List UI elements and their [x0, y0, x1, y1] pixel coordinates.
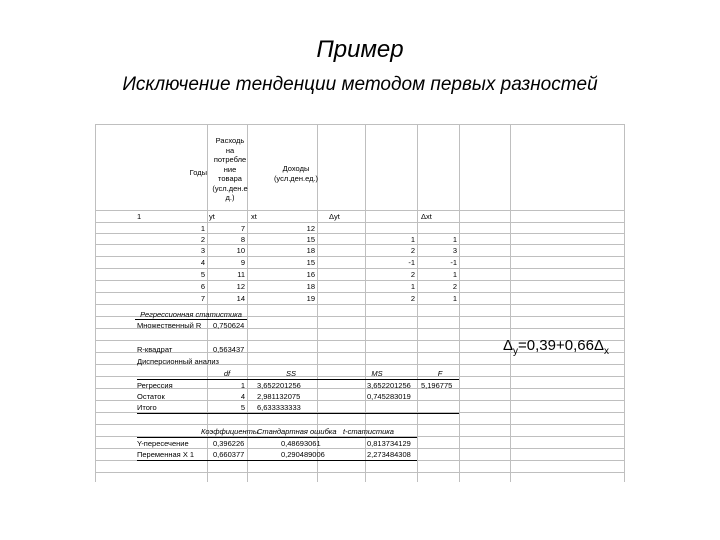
- anova-ms: 0,745283019: [367, 392, 411, 401]
- regression-stats-heading: Регрессионная статистика: [135, 310, 247, 320]
- cell-t: 4: [200, 258, 205, 267]
- anova-ms: 3,652201256: [367, 381, 411, 390]
- anova-ss: 3,652201256: [257, 381, 301, 390]
- grid-vline: [417, 124, 418, 482]
- grid-hline: [95, 268, 625, 269]
- anova-col-f: F: [437, 369, 443, 378]
- grid-hline: [95, 388, 625, 389]
- grid-hline: [95, 424, 625, 425]
- r-square-value: 0,563437: [213, 345, 245, 354]
- regression-formula: [503, 337, 609, 357]
- cell-x: 16: [306, 270, 315, 279]
- cell-t: 7: [200, 294, 205, 303]
- coef-col-se: Стандартная ошибка: [257, 427, 337, 436]
- anova-rule: [137, 379, 459, 380]
- anova-col-ms: MS: [371, 369, 383, 378]
- grid-hline: [95, 124, 625, 125]
- cell-y: 11: [237, 270, 245, 279]
- cell-t: 6: [200, 282, 205, 291]
- coef-col-coef: Коэффициенты: [201, 427, 259, 436]
- coef-t: 0,813734129: [367, 439, 411, 448]
- anova-heading: Дисперсионный анализ: [137, 357, 219, 366]
- anova-label: Итого: [137, 403, 157, 412]
- cell-dx: 3: [452, 246, 457, 255]
- grid-vline: [624, 124, 625, 482]
- subheader-num: 1: [137, 212, 142, 221]
- anova-df: 1: [240, 381, 245, 390]
- coef-col-t: t-статистика: [343, 427, 394, 436]
- grid-vline: [459, 124, 460, 482]
- spreadsheet: [95, 124, 625, 482]
- grid-hline: [95, 210, 625, 211]
- anova-col-ss: SS: [285, 369, 296, 378]
- formula-mid: =0,39+0,66Δ: [518, 337, 604, 354]
- anova-col-df: df: [223, 369, 231, 378]
- cell-y: 9: [240, 258, 245, 267]
- grid-vline: [95, 124, 96, 482]
- formula-rhs-sub: x: [603, 346, 609, 357]
- anova-label: Регрессия: [137, 381, 173, 390]
- cell-dx: -1: [450, 258, 457, 267]
- cell-dx: 1: [452, 294, 457, 303]
- cell-dy: 1: [410, 235, 415, 244]
- grid-vline: [510, 124, 511, 482]
- cell-dx: 2: [452, 282, 457, 291]
- header-income: Доходы (усл.ден.ед.): [273, 164, 319, 183]
- cell-x: 15: [306, 258, 315, 267]
- grid-hline: [95, 304, 625, 305]
- grid-hline: [95, 280, 625, 281]
- cell-x: 12: [306, 224, 315, 233]
- cell-t: 1: [200, 224, 205, 233]
- slide-subtitle: Исключение тенденции методом первых разностей: [122, 74, 598, 95]
- cell-x: 15: [306, 235, 315, 244]
- grid-hline: [95, 222, 625, 223]
- cell-t: 3: [200, 246, 205, 255]
- cell-t: 5: [200, 270, 205, 279]
- anova-df: 4: [240, 392, 245, 401]
- r-square-label: R-квадрат: [137, 345, 173, 354]
- anova-df: 5: [240, 403, 245, 412]
- cell-x: 19: [306, 294, 315, 303]
- cell-x: 18: [306, 246, 315, 255]
- cell-dy: 2: [410, 294, 415, 303]
- subheader-dy: Δyt: [329, 212, 340, 221]
- grid-hline: [95, 472, 625, 473]
- coef-bottom-rule: [137, 460, 417, 461]
- multiple-r-value: 0,750624: [213, 321, 245, 330]
- cell-dx: 1: [452, 270, 457, 279]
- cell-y: 8: [240, 235, 245, 244]
- coef-value: 0,660377: [213, 450, 245, 459]
- grid-hline: [95, 244, 625, 245]
- subheader-dx: Δxt: [421, 212, 432, 221]
- grid-hline: [95, 448, 625, 449]
- formula-lhs-sub: y: [513, 346, 519, 357]
- grid-hline: [95, 256, 625, 257]
- coef-rule: [137, 437, 417, 438]
- coef-t: 2,273484308: [367, 450, 411, 459]
- multiple-r-label: Множественный R: [137, 321, 202, 330]
- cell-dx: 1: [452, 235, 457, 244]
- cell-dy: 2: [410, 270, 415, 279]
- anova-f: 5,196775: [421, 381, 453, 390]
- coef-label: Переменная X 1: [137, 450, 195, 459]
- coef-label: Y-пересечение: [137, 439, 189, 448]
- anova-bottom-rule: [137, 413, 459, 414]
- grid-hline: [95, 233, 625, 234]
- cell-y: 12: [236, 282, 245, 291]
- anova-label: Остаток: [137, 392, 165, 401]
- subheader-y: yt: [209, 212, 215, 221]
- formula-lhs: Δ: [503, 337, 514, 354]
- anova-ss: 2,981132075: [257, 392, 301, 401]
- slide-title: Пример: [316, 36, 404, 63]
- cell-dy: 2: [410, 246, 415, 255]
- header-years: Годы: [189, 168, 207, 177]
- cell-y: 14: [236, 294, 245, 303]
- coef-se: 0,48693061: [281, 439, 321, 448]
- grid-hline: [95, 400, 625, 401]
- subheader-x: xt: [251, 212, 257, 221]
- cell-t: 2: [200, 235, 205, 244]
- coef-se: 0,290489006: [281, 450, 325, 459]
- cell-dy: -1: [408, 258, 415, 267]
- cell-y: 10: [236, 246, 245, 255]
- cell-x: 18: [306, 282, 315, 291]
- grid-hline: [95, 292, 625, 293]
- coef-value: 0,396226: [213, 439, 245, 448]
- header-expense: Расходь на потребле ние товара (усл.ден.е д.): [212, 136, 248, 202]
- cell-dy: 1: [410, 282, 415, 291]
- anova-ss: 6,633333333: [257, 403, 301, 412]
- cell-y: 7: [240, 224, 245, 233]
